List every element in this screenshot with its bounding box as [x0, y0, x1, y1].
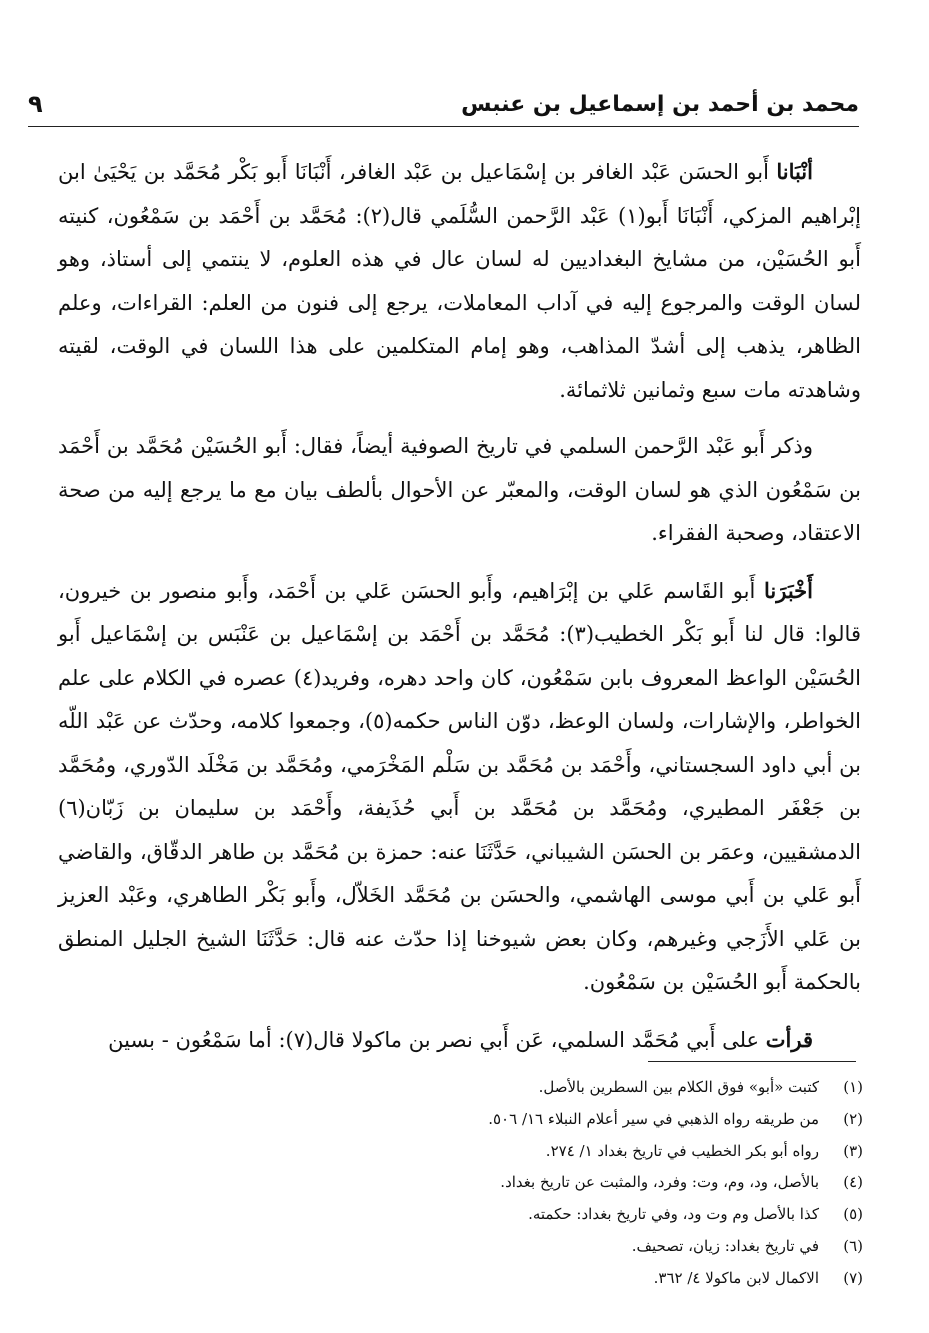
footnote-text: من طريقه رواه الذهبي في سير أعلام النبلاء ١٦/ ٥٠٦. — [488, 1109, 819, 1128]
footnote-number: (٥) — [843, 1205, 863, 1224]
main-text — [58, 150, 861, 1062]
footnote — [303, 1231, 863, 1263]
footnote-number: (٤) — [843, 1173, 863, 1192]
paragraph-lead: قرأت — [765, 1026, 813, 1052]
page-number: ٩ — [28, 90, 43, 118]
footnote-text: الاكمال لابن ماكولا ٤/ ٣٦٢. — [653, 1268, 819, 1287]
header-rule — [28, 126, 859, 127]
footnote-text: في تاريخ بغداد: زيان، تصحيف. — [631, 1236, 819, 1255]
footnote — [303, 1104, 863, 1136]
footnote — [303, 1167, 863, 1199]
footnotes — [303, 1072, 863, 1295]
running-title: محمد بن أحمد بن إسماعيل بن عنبس — [461, 91, 859, 117]
paragraph-text: وذكر أَبو عَبْد الرَّحمن السلمي في تاريخ الصوفية أيضاً، فقال: أَبو الحُسَيْن مُحَمَّد بن أَحْمَد بن سَمْعُون الذي هو لسان الوقت، والمعبّر عن الأحوال بألطف بيان مع ما يرجع إليه من صحة الاعتقاد، وصحبة الفقراء. — [58, 434, 861, 545]
paragraph — [58, 425, 861, 556]
footnote-number: (٧) — [843, 1268, 863, 1287]
paragraph-text: أَبو الحسَن عَبْد الغافر بن إسْمَاعيل بن عَبْد الغافر، أَنْبَانَا أَبو بَكْر مُحَمَّد بن يَحْيَىٰ ابن إبْراهيم المزكي، أَنْبَانَا أَبو(١) عَبْد الرَّحمن السُّلَمي قال(٢): مُحَمَّد بن أَحْمَد بن سَمْعُون، كنيته أَبو الحُسَيْن، من مشايخ البغداديين له لسان عال في هذه العلوم، لا ينتمي إلى أستاذ، وهو لسان الوقت والمرجوع إليه في آداب المعاملات، يرجع إلى فنون من العلم: القراءات، وعلم الظاهر، يذهب إلى أشدّ المذاهب، وهو إمام المتكلمين على هذا اللسان في الوقت، لقيته وشاهدته مات سبع وثمانين ثلاثمائة. — [58, 160, 861, 402]
footnote-number: (٣) — [843, 1141, 863, 1160]
paragraph-text: على أَبي مُحَمَّد السلمي، عَن أَبي نصر بن ماكولا قال(٧): أما سَمْعُون - بسين — [108, 1027, 766, 1052]
paragraph — [58, 569, 861, 1005]
footnote-number: (٢) — [843, 1109, 863, 1128]
paragraph-text: أَبو القَاسم عَلي بن إبْرَاهيم، وأَبو الحسَن عَلي بن أَحْمَد، وأَبو منصور بن خيرون، قالوا: قال لنا أَبو بَكْر الخطيب(٣): مُحَمَّد بن أَحْمَد بن إسْمَاعيل بن عَنْبَس بن إسْمَاعيل أَبو الحُسَيْن الواعظ المعروف بابن سَمْعُون، كان واحد دهره، وفريد(٤) عصره في الكلام على علم الخواطر، والإشارات، ولسان الوعظ، دوّن الناس حكمه(٥)، وجمعوا كلامه، وحدّث عن عَبْد اللّه بن أبي داود السجستاني، وأَحْمَد بن مُحَمَّد بن سَلْم المَخْرَمي، ومُحَمَّد بن مَخْلَد الدّوري، ومُحَمَّد بن جَعْفَر المطيري، ومُحَمَّد بن مُحَمَّد بن أَبي حُذَيفة، وأَحْمَد بن سليمان بن زَبّان(٦) الدمشقيين، وعمَر بن الحسَن الشيباني، حَدَّثَنَا عنه: حمزة بن مُحَمَّد بن طاهر الدقّاق، والقاضي أَبو عَلي بن أَبي موسى الهاشمي، والحسَن بن مُحَمَّد الخَلاّل، وأَبو بَكْر الطاهري، وعَبْد العزيز بن عَلي الأَزَجي وغيرهم، وكان بعض شيوخنا إذا حدّث عنه قال: حَدَّثَنَا الشيخ الجليل المنطق بالحكمة أَبو الحُسَيْن بن سَمْعُون. — [58, 578, 861, 994]
footnote-number: (١) — [843, 1078, 863, 1096]
footnote-text: بالأصل، ود، وم، وت: وفرد، والمثبت عن تاريخ بغداد. — [500, 1173, 819, 1192]
footnote-number: (٦) — [843, 1236, 863, 1255]
paragraph — [58, 150, 861, 412]
paragraph-lead: أَخْبَرَنا — [764, 577, 813, 603]
footnote — [303, 1136, 863, 1168]
footnote-rule — [648, 1061, 856, 1062]
footnote — [303, 1072, 863, 1104]
paragraph — [58, 1018, 861, 1063]
footnote-text: كذا بالأصل وم وت ود، وفي تاريخ بغداد: حكمته. — [528, 1205, 819, 1224]
page-header — [28, 88, 859, 120]
footnote — [303, 1263, 863, 1295]
paragraph-lead: أنْبَانا — [776, 159, 813, 184]
footnote — [303, 1199, 863, 1231]
footnote-text: كتبت «أبو» فوق الكلام بين السطرين بالأصل. — [538, 1078, 819, 1096]
footnote-text: رواه أبو بكر الخطيب في تاريخ بغداد ١/ ٢٧٤. — [545, 1141, 819, 1160]
